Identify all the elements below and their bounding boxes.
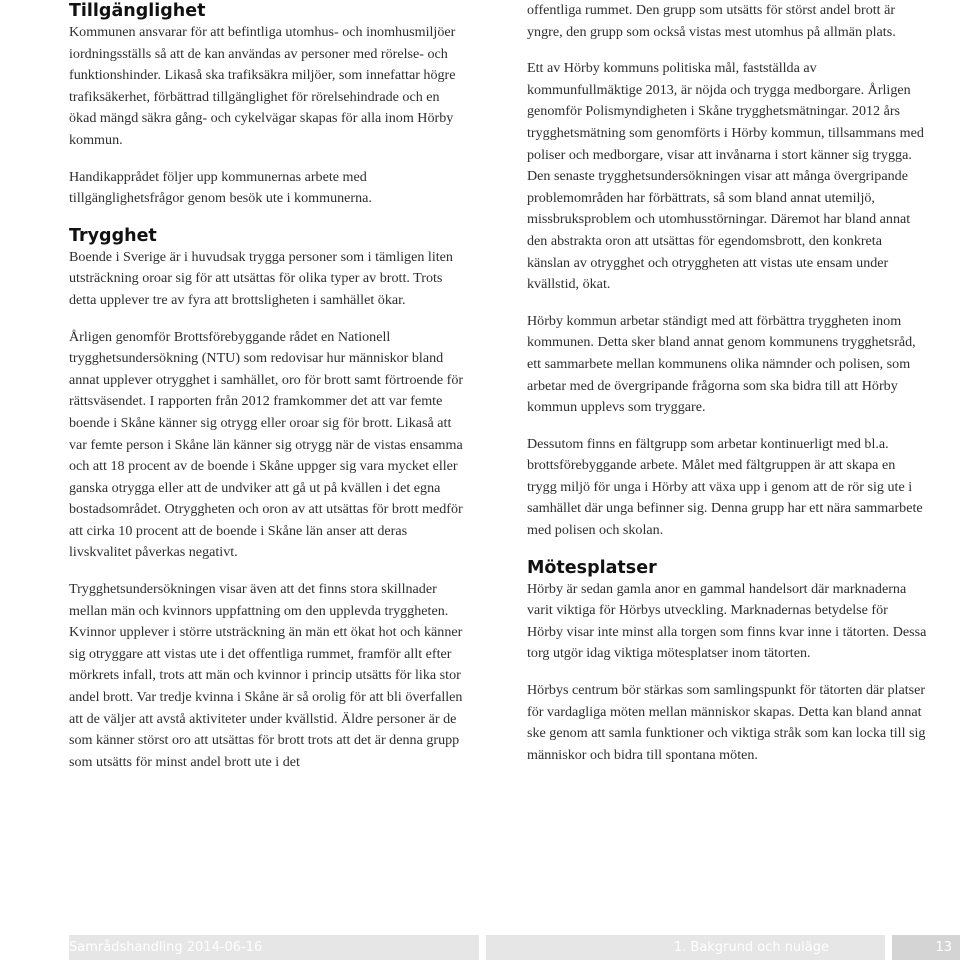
footer-chapter-label [486, 935, 885, 960]
right-column [527, 0, 927, 766]
paragraph: Ett av Hörby kommuns politiska mål, fastställda av kommunfullmäktige 2013, är nöjda och trygga medborgare. Årligen genomför Polismyndigheten i Skåne trygghetsmätningar. 2012 års trygghetsmätning som genomförts i Hörby kommun, tillsammans med poliser och medborgare, visar att invånarna i stort känner sig trygga. Den senaste trygghetsundersökningen visar att många övergripande problemområden har förbättrats, så som bland annat utemiljö, missbruksproblem och utomhusstörningar. Däremot har bland annat den abstrakta oron att utsättas för egendomsbrott, den konkreta känslan av otrygghet och otryggheten att vistas ute ensam under kvällstid, ökat. [527, 60, 924, 293]
paragraph: Hörby kommun arbetar ständigt med att förbättra tryggheten inom kommunen. Detta sker bland annat genom kommunens trygghetsråd, ett sammarbete mellan kommunens olika nämnder och polisen, som arbetar med de övergripande frågorna som ska bidra till att Hörby kommun upplevs som tryggare. [527, 312, 916, 416]
footer-date-text: Samrådshandling 2014-06-16 [69, 940, 263, 955]
paragraph: Kommunen ansvarar för att befintliga utomhus- och inomhusmiljöer iordningsställs så att de kan användas av personer med rörelse- och funktionshinder. Likaså ska trafiksäkra miljöer, som innefattar högre trafiksäkerhet, förbättrad tillgänglighet för rörelsehindrade och en ökad mängd säkra gång- och cykelvägar skapas för alla inom Hörby kommun. [69, 24, 456, 148]
paragraph: Dessutom finns en fältgrupp som arbetar kontinuerligt med bl.a. brottsförebyggande arbete. Målet med fältgruppen är att skapa en trygg miljö för unga i Hörby att växa upp i genom att de rör sig ute i samhället där unga befinner sig. Denna grupp har ett nära sammarbete med polisen och skolan. [527, 435, 923, 539]
paragraph: Boende i Sverige är i huvudsak trygga personer som i tämligen liten utsträckning oroar sig för att utsättas för olika typer av brott. Trots detta upplever tre av fyra att brottsligheten i samhället ökar. [69, 248, 453, 308]
section-heading-tillganglighet: Tillgänglighet [69, 1, 206, 21]
section-heading-motesplatser: Mötesplatser [527, 557, 657, 578]
paragraph: Trygghetsundersökningen visar även att det finns stora skillnader mellan män och kvinnors uppfattning om den upplevda tryggheten. Kvinnor upplever i större utsträckning än män ett ökat hot och känner sig otryggare att vistas ute i det offentliga rummet, framför allt efter mörkrets infall, trots att män och kvinnor i princip utsätts för lika stor andel brott. Var tredje kvinna i Skåne är så orolig för att bli överfallen att de väljer att avstå aktiviteter under kvällstid. Äldre personer är de som känner störst oro att utsättas för brott trots att det är denna grupp som utsätts för minst andel brott ute i det [69, 581, 463, 770]
paragraph: Årligen genomför Brottsförebyggande rådet en Nationell trygghetsundersökning (NTU) som redovisar hur människor bland annat upplever otrygghet i samhället, oro för brott samt förtroende för rättsväsendet. I rapporten från 2012 framkommer det att var femte boende i Skåne känner sig otrygg eller oroar sig för brott. Likaså att var femte person i Skåne län känner sig otrygg när de vistas ensamma och att 18 procent av de boende i Skåne uppger sig vara mycket eller ganska otrygga eller att de undviker att gå ut på kvällen i det egna bostadsområdet. Otryggheten och oron av att utsättas för brott medför att cirka 10 procent att de boende i Skåne län anser att deras livskvalitet påverkas negativt. [69, 328, 464, 561]
footer-chapter-text: 1. Bakgrund och nuläge [673, 940, 829, 955]
left-column [69, 0, 469, 773]
paragraph: offentliga rummet. Den grupp som utsätts för störst andel brott är yngre, den grupp som också vistas mest utomhus på allmän plats. [527, 2, 896, 40]
paragraph: Hörbys centrum bör stärkas som samlingspunkt för tätorten där platser för vardagliga möten mellan människor skapas. Detta kan bland annat ske genom att samla funktioner och viktiga stråk som kan locka till sig människor och bidra till spontana möten. [527, 682, 926, 763]
footer-document-label [69, 935, 479, 960]
section-heading-trygghet: Trygghet [69, 225, 157, 246]
paragraph: Hörby är sedan gamla anor en gammal handelsort där marknaderna varit viktiga för Hörbys utveckling. Marknadernas betydelse för Hörby visar inte minst alla torgen som finns kvar inne i tätorten. Dessa torg utgör idag viktiga mötesplatser inom tätorten. [527, 580, 927, 662]
page-number-box [892, 935, 960, 960]
page-number: 13 [935, 940, 952, 955]
paragraph: Handikapprådet följer upp kommunernas arbete med tillgänglighetsfrågor genom besök ute i kommunerna. [69, 168, 372, 207]
